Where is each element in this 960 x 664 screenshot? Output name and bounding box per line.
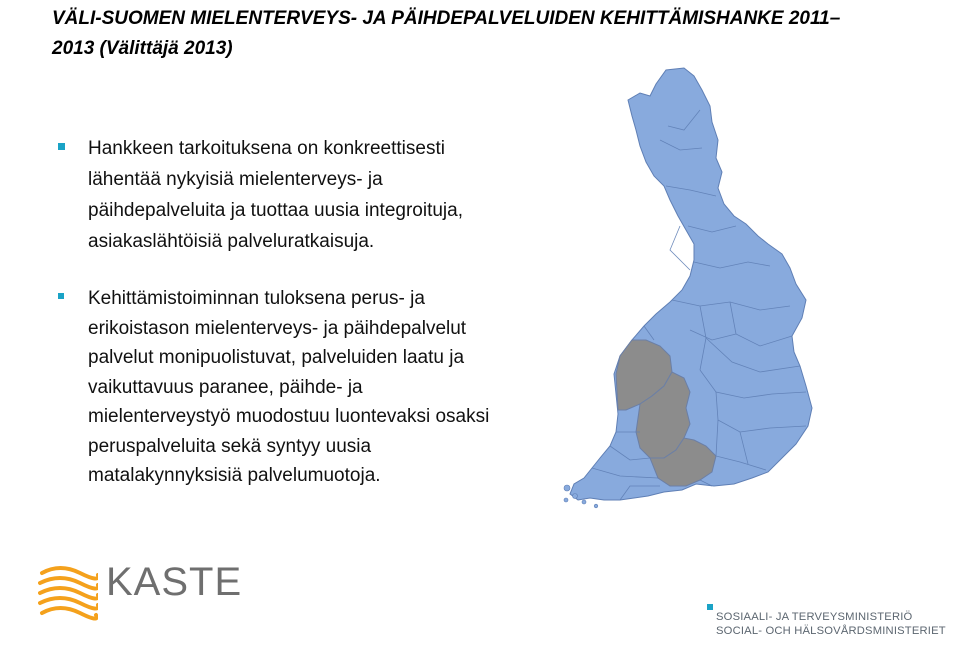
- paragraph-line: erikoistason mielenterveys- ja päihdepalvelut: [88, 317, 467, 339]
- paragraph-line: peruspalveluita sekä syntyy uusia: [88, 435, 372, 457]
- kaste-logo-text: KASTE: [106, 560, 243, 604]
- paragraph-line: vaikuttavuus paranee, päihde- ja: [88, 376, 363, 398]
- paragraph-line: Hankkeen tarkoituksena on konkreettisesti: [88, 138, 445, 159]
- bullet-marker-1: [58, 143, 65, 150]
- ministry-name-fi: SOSIAALI- JA TERVEYSMINISTERIÖ: [716, 611, 913, 623]
- paragraph-line: matalakynnyksisiä palvelumuotoja.: [88, 465, 381, 486]
- bullet-paragraph-1: [88, 133, 463, 257]
- paragraph-line: mielenterveystyö muodostuu luontevaksi osaksi: [88, 406, 490, 427]
- slide-title-line-2: 2013 (Välittäjä 2013): [52, 38, 233, 59]
- kaste-stripes-icon: [38, 565, 98, 621]
- ministry-name-sv: SOCIAL- OCH HÄLSOVÅRDSMINISTERIET: [716, 625, 946, 637]
- bullet-paragraph-2: [88, 284, 489, 491]
- ministry-square-icon: [707, 604, 713, 610]
- paragraph-line: asiakaslähtöisiä palveluratkaisuja.: [88, 231, 375, 252]
- ministry-logo-text: [716, 610, 946, 638]
- paragraph-line: päihdepalveluita ja tuottaa uusia integroituja,: [88, 200, 463, 221]
- paragraph-line: palvelut monipuolistuvat, palveluiden laatu ja: [88, 347, 465, 368]
- slide-title: [52, 4, 912, 64]
- slide-title-line-1: VÄLI-SUOMEN MIELENTERVEYS- JA PÄIHDEPALVELUIDEN KEHITTÄMISHANKE 2011–: [52, 8, 841, 29]
- paragraph-line: lähentää nykyisiä mielenterveys- ja: [88, 169, 383, 190]
- finland-outline: [570, 68, 812, 500]
- finland-map-graphic: [562, 60, 838, 532]
- paragraph-line: Kehittämistoiminnan tuloksena perus- ja: [88, 288, 425, 309]
- bullet-marker-2: [58, 293, 64, 299]
- finland-map: [562, 60, 838, 532]
